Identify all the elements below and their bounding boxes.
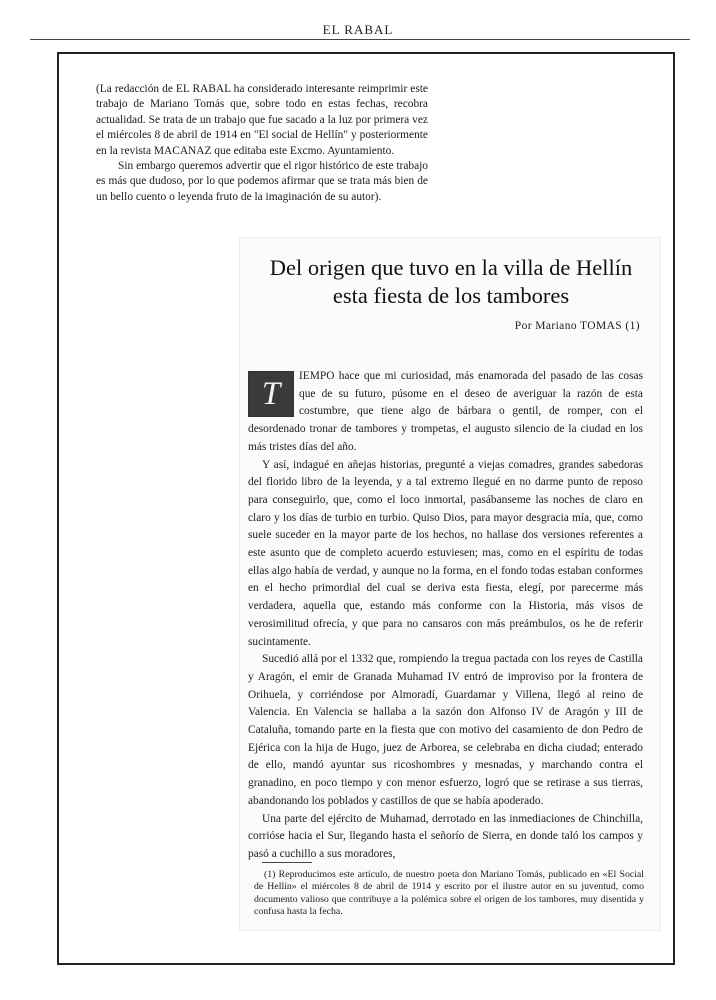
editorial-note-paragraph: (La redacción de EL RABAL ha considerado interesante reimprimir este trabajo de Mariano Tomás que, sobre todo en estas fechas, recobra actualidad. Se trata de un trabajo que fue sacado a la luz por primera vez el miércoles 8 de abril de 1914 en "El social de Hellín" y posteriormente en la revista MACANAZ que editaba este Excmo. Ayuntamiento. [96,83,428,157]
article-byline: Por Mariano TOMAS (1) [514,320,640,332]
article-paragraph-text: IEMPO hace que mi curiosidad, más enamorada del pasado de las cosas que de su futuro, púsome en el deseo de averiguar la razón de esta costumbre, que tiene algo de bárbara o gentil, de romper, con el desordenado tronar de tambores y trompetas, el augusto silencio de la ciudad en los más tristes días del año. [248,370,643,453]
article-paragraph: Una parte del ejército de Muhamad, derrotado en las inmediaciones de Chinchilla, corrióse hacia el Sur, llegando hasta el señorío de Sierra, en donde taló los campos y pasó a cuchillo a sus moradores, [248,812,643,860]
article-paragraph: Sucedió allá por el 1332 que, rompiendo la tregua pactada con los reyes de Castilla y Aragón, el emir de Granada Muhamad IV entró de improviso por la frontera de Orihuela, y corriéndose por Almoradí, Guardamar y Villena, llegó al reino de Valencia. En Valencia se hallaba a la sazón don Alfonso IV de Aragón y III de Cataluña, tomando parte en la fiesta que con motivo del casamiento de don Pedro de Ejérica con la hija de Hugo, juez de Arborea, se celebraba en dicha ciudad; enterado de ello, mandó ayuntar sus ricoshombres y mesnadas, y marchando contra el granadino, en poco tiempo y con menor esfuerzo, logró que se retirase a sus tierras, abandonando los poblados y castillos de que se había apoderado. [248,653,643,807]
article-paragraph: Y así, indagué en añejas historias, pregunté a viejas comadres, grandes sabedoras del florido libro de la leyenda, y a tal extremo llegué en no darme punto de reposo para conseguirlo, que, como el loco inmortal, pasábanseme las noches de claro en claro y los días de turbio en turbio. Quiso Dios, para mayor desgracia mía, que, como suele suceder en la mayor parte de los hechos, no hallase dos versiones referentes a este asunto que de completo acuerdo estuviesen; mas, como en el espíritu de todas ellas algo había de verdad, y aunque no la forma, en el fondo todas estaban conformes en el hecho primordial del cual se deriva esta fiesta, elegí, por parecerme más verdadera, aquella que, estando más conforme con la Historia, más visos de verosimilitud ofrecía, y que para no cansaros con más preámbulos, os he de referir sucintamente. [248,458,643,648]
article-title-line: esta fiesta de los tambores [332,283,570,308]
article-body [248,368,643,864]
article-paragraph [248,368,643,457]
drop-cap: T [248,371,294,417]
footnote [254,869,644,919]
article-title [242,254,660,310]
article-title-line: Del origen que tuvo en la villa de Hellín [269,255,633,280]
editorial-note [96,82,428,205]
running-header: EL RABAL [322,22,394,37]
footnote-text: (1) Reproducimos este artículo, de nuestro poeta don Mariano Tomás, publicado en «El Social de Hellín» el miércoles 8 de abril de 1914 y escrito por el ilustre autor en su juventud, como documento valioso que contribuye a la polémica sobre el origen de los tambores, muy disentida y confusa hasta la fecha. [254,869,644,918]
header-rule [30,39,690,40]
footnote-rule [262,862,312,863]
editorial-note-paragraph: Sin embargo queremos advertir que el rigor histórico de este trabajo es más que dudoso, por lo que podemos afirmar que se trata más bien de un bello cuento o leyenda fruto de la imaginación de su autor). [96,160,428,203]
